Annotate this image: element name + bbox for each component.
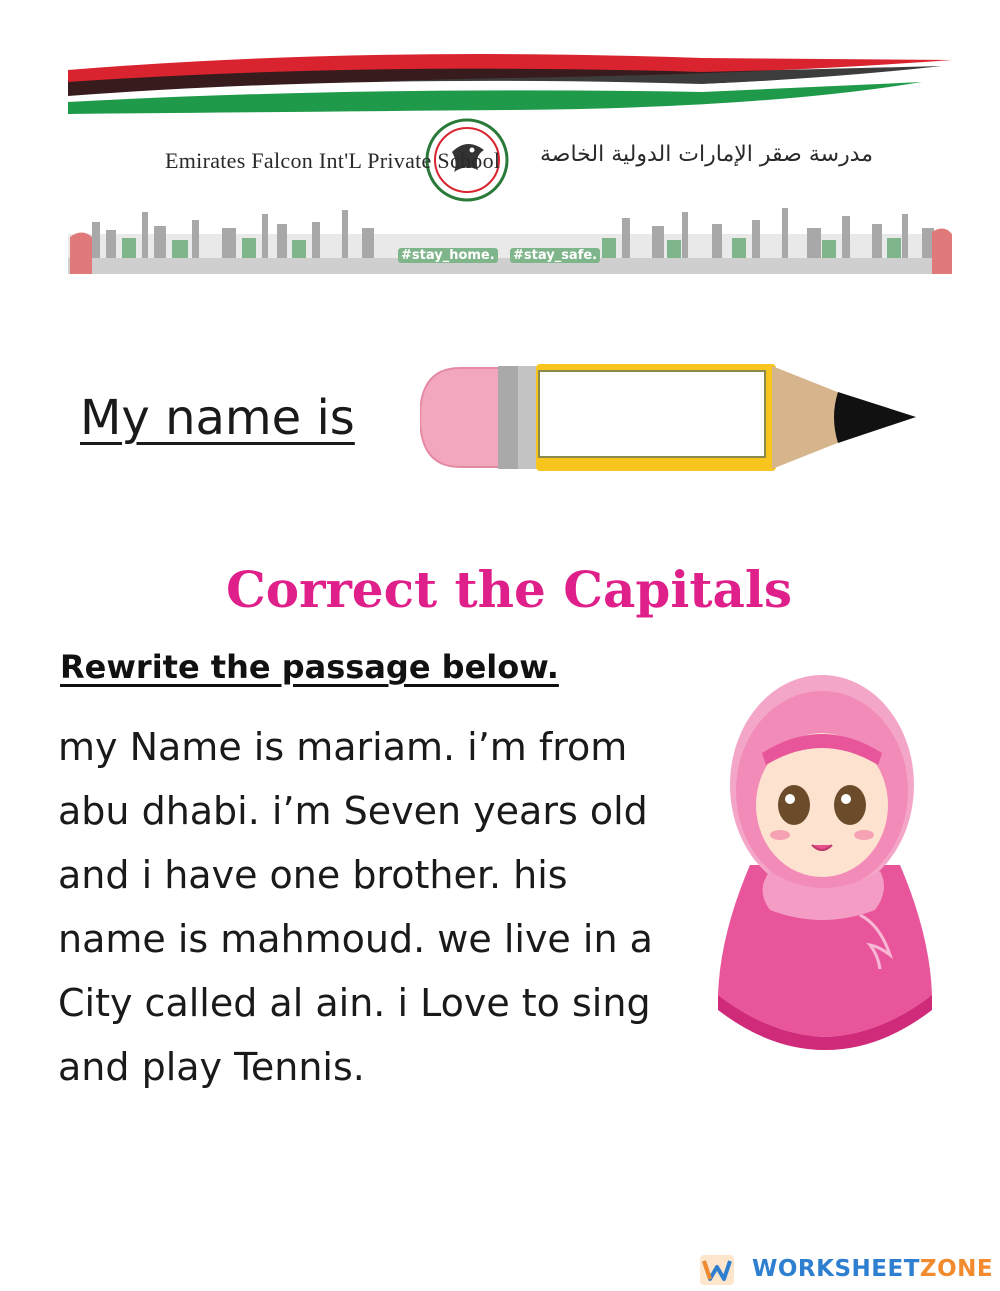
girl-in-hijab-illustration (710, 665, 940, 1050)
school-name-english: Emirates Falcon Int'L Private School (165, 148, 501, 173)
worksheet-title: Correct the Capitals (225, 560, 793, 619)
brand-part-zone: ZONE (919, 1256, 994, 1282)
instruction-text: Rewrite the passage below. (60, 648, 559, 686)
worksheetzone-brand[interactable] (752, 1256, 993, 1282)
hashtag-stay-home: #stay_home. (398, 248, 498, 263)
school-name-arabic: مدرسة صقر الإمارات الدولية الخاصة (540, 142, 874, 167)
hashtag-stay-safe: #stay_safe. (510, 248, 600, 263)
brand-part-worksheet: WORKSHEET (752, 1256, 920, 1282)
passage (58, 715, 698, 1099)
passage-line: and i have one brother. his (58, 853, 568, 897)
passage-line: abu dhabi. i’m Seven years old (58, 789, 648, 833)
passage-line: my Name is mariam. i’m from (58, 725, 628, 769)
name-input-field[interactable] (538, 370, 766, 458)
passage-line: name is mahmoud. we live in a (58, 917, 653, 961)
worksheetzone-logo-icon (700, 1255, 734, 1285)
passage-line: City called al ain. i Love to sing (58, 981, 651, 1025)
passage-line: and play Tennis. (58, 1045, 365, 1089)
name-label: My name is (80, 390, 355, 446)
